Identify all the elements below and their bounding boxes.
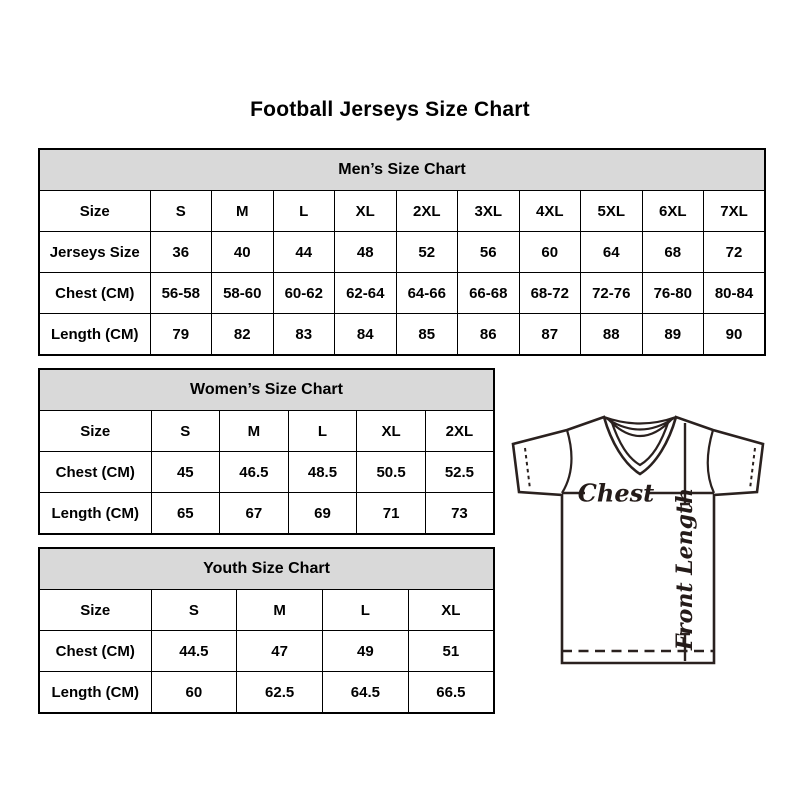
mens-value-cell: 60-62	[273, 273, 335, 314]
table-row	[39, 314, 765, 356]
table-row	[39, 191, 765, 232]
womens-value-cell: 67	[220, 493, 289, 535]
mens-value-cell: 72	[704, 232, 766, 273]
mens-row-label: Jerseys Size	[39, 232, 150, 273]
womens-size-table	[38, 368, 495, 535]
mens-value-cell: 64-66	[396, 273, 458, 314]
mens-value-cell: 56-58	[150, 273, 212, 314]
youth-value-cell: XL	[408, 590, 494, 631]
page-title: Football Jerseys Size Chart	[250, 98, 530, 121]
mens-value-cell: 88	[581, 314, 643, 356]
table-row	[39, 411, 494, 452]
table-row	[39, 590, 494, 631]
mens-value-cell: 64	[581, 232, 643, 273]
mens-value-cell: 79	[150, 314, 212, 356]
table-row	[39, 232, 765, 273]
youth-value-cell: 49	[323, 631, 409, 672]
mens-value-cell: 80-84	[704, 273, 766, 314]
youth-value-cell: 47	[237, 631, 323, 672]
mens-value-cell: 7XL	[704, 191, 766, 232]
womens-row-label: Length (CM)	[39, 493, 151, 535]
womens-value-cell: 69	[288, 493, 357, 535]
womens-value-cell: 46.5	[220, 452, 289, 493]
mens-value-cell: L	[273, 191, 335, 232]
womens-value-cell: 2XL	[425, 411, 494, 452]
mens-value-cell: 68-72	[519, 273, 581, 314]
mens-value-cell: 4XL	[519, 191, 581, 232]
womens-value-cell: XL	[357, 411, 426, 452]
mens-value-cell: XL	[335, 191, 397, 232]
jersey-outline-shape	[513, 417, 763, 663]
womens-value-cell: M	[220, 411, 289, 452]
mens-value-cell: 40	[212, 232, 274, 273]
womens-value-cell: 45	[151, 452, 220, 493]
youth-value-cell: 62.5	[237, 672, 323, 714]
table-row	[39, 452, 494, 493]
mens-value-cell: 6XL	[642, 191, 704, 232]
womens-row-label: Chest (CM)	[39, 452, 151, 493]
mens-row-label: Chest (CM)	[39, 273, 150, 314]
youth-value-cell: M	[237, 590, 323, 631]
mens-value-cell: 44	[273, 232, 335, 273]
mens-value-cell: 87	[519, 314, 581, 356]
mens-value-cell: 52	[396, 232, 458, 273]
table-row	[39, 672, 494, 714]
mens-value-cell: 76-80	[642, 273, 704, 314]
mens-value-cell: 89	[642, 314, 704, 356]
youth-value-cell: 44.5	[151, 631, 237, 672]
youth-table-title: Youth Size Chart	[39, 548, 494, 590]
mens-value-cell: 68	[642, 232, 704, 273]
womens-header-row	[39, 369, 494, 411]
womens-value-cell: S	[151, 411, 220, 452]
mens-value-cell: 48	[335, 232, 397, 273]
youth-value-cell: S	[151, 590, 237, 631]
table-row	[39, 493, 494, 535]
youth-value-cell: 51	[408, 631, 494, 672]
mens-value-cell: M	[212, 191, 274, 232]
mens-value-cell: 82	[212, 314, 274, 356]
womens-value-cell: 65	[151, 493, 220, 535]
mens-size-table	[38, 148, 766, 356]
youth-value-cell: L	[323, 590, 409, 631]
womens-value-cell: 52.5	[425, 452, 494, 493]
womens-value-cell: L	[288, 411, 357, 452]
womens-table-title: Women’s Size Chart	[39, 369, 494, 411]
mens-value-cell: 5XL	[581, 191, 643, 232]
womens-value-cell: 48.5	[288, 452, 357, 493]
mens-value-cell: 72-76	[581, 273, 643, 314]
chest-measure-label: Chest	[577, 478, 655, 508]
mens-table-title: Men’s Size Chart	[39, 149, 765, 191]
youth-row-label: Length (CM)	[39, 672, 151, 714]
youth-value-cell: 66.5	[408, 672, 494, 714]
mens-value-cell: 3XL	[458, 191, 520, 232]
mens-value-cell: 60	[519, 232, 581, 273]
table-row	[39, 273, 765, 314]
mens-value-cell: 36	[150, 232, 212, 273]
mens-row-label: Length (CM)	[39, 314, 150, 356]
youth-size-table	[38, 547, 495, 714]
mens-value-cell: 58-60	[212, 273, 274, 314]
youth-header-row	[39, 548, 494, 590]
jersey-measurement-diagram	[500, 403, 780, 675]
youth-value-cell: 60	[151, 672, 237, 714]
mens-value-cell: 56	[458, 232, 520, 273]
mens-value-cell: 62-64	[335, 273, 397, 314]
mens-value-cell: S	[150, 191, 212, 232]
youth-row-label: Size	[39, 590, 151, 631]
table-row	[39, 631, 494, 672]
mens-value-cell: 86	[458, 314, 520, 356]
mens-value-cell: 85	[396, 314, 458, 356]
mens-value-cell: 84	[335, 314, 397, 356]
womens-row-label: Size	[39, 411, 151, 452]
mens-value-cell: 83	[273, 314, 335, 356]
mens-value-cell: 66-68	[458, 273, 520, 314]
youth-value-cell: 64.5	[323, 672, 409, 714]
front-length-measure-label: Front Length	[672, 487, 698, 651]
mens-row-label: Size	[39, 191, 150, 232]
youth-row-label: Chest (CM)	[39, 631, 151, 672]
womens-value-cell: 71	[357, 493, 426, 535]
womens-value-cell: 50.5	[357, 452, 426, 493]
mens-header-row	[39, 149, 765, 191]
collar-detail-lines	[604, 417, 676, 465]
womens-value-cell: 73	[425, 493, 494, 535]
mens-value-cell: 2XL	[396, 191, 458, 232]
mens-value-cell: 90	[704, 314, 766, 356]
